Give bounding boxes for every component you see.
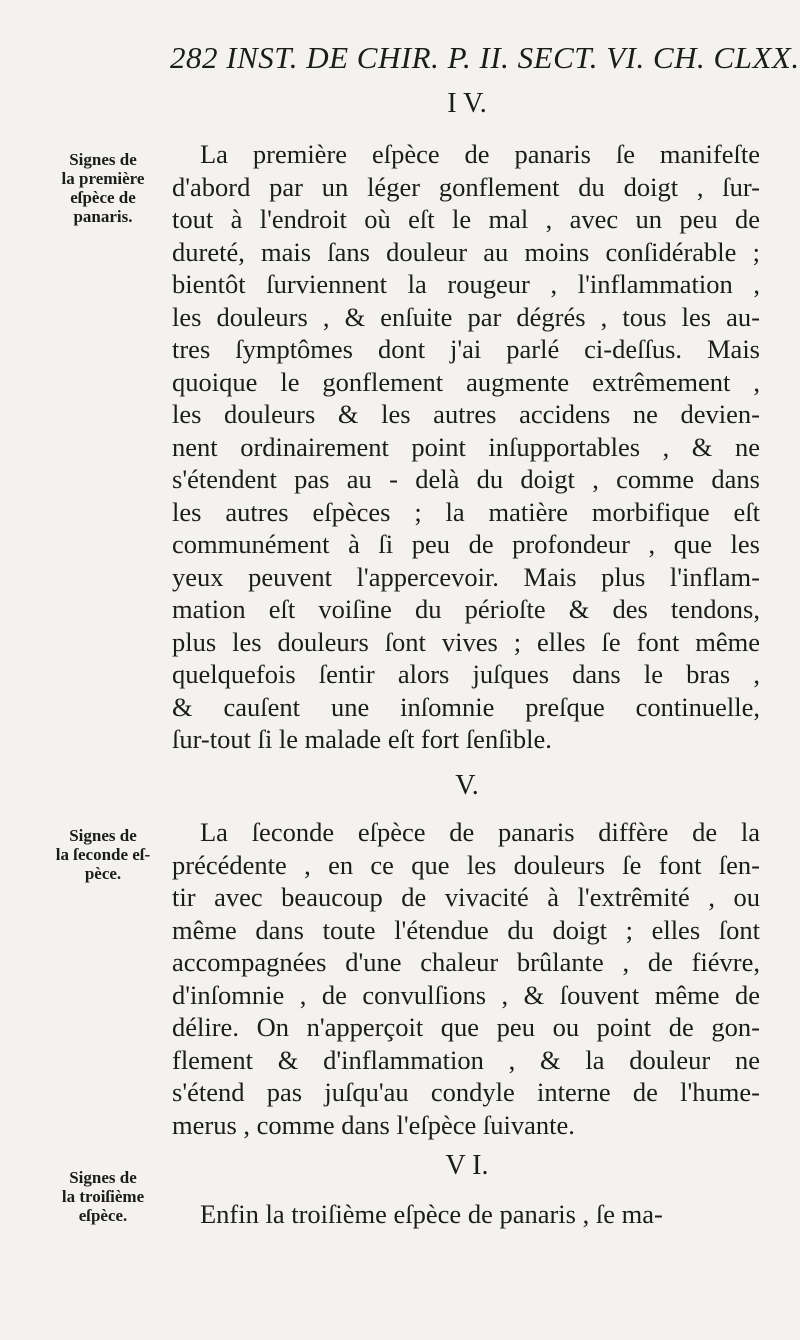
text-line: les autres eſpèces ; la matière morbifique eſt <box>172 496 760 527</box>
text-line: accompagnées d'une chaleur brûlante , de fiévre, <box>172 947 760 977</box>
text-line: les douleurs , & enſuite par dégrés , tous les au- <box>172 301 760 332</box>
text-line: communément à ſi peu de profondeur , que les <box>172 529 760 559</box>
section-heading-vi: V I. <box>445 1150 489 1181</box>
margin-note-line: Signes de <box>69 150 137 169</box>
text-line: La ſeconde eſpèce de panaris diffère de la <box>200 817 760 847</box>
text-line: La première eſpèce de panaris ſe manifeſte <box>200 139 760 169</box>
text-line: flement & d'inflammation , & la douleur ne <box>172 1044 760 1075</box>
running-head: 282 INST. DE CHIR. P. II. SECT. VI. CH. CLXX. <box>170 40 800 75</box>
text-line: & cauſent une inſomnie preſque continuelle, <box>172 691 760 722</box>
text-line: dureté, mais ſans douleur au moins conſidérable ; <box>172 236 760 267</box>
text-line: ſur-tout ſi le malade eſt fort ſenſible. <box>172 724 552 754</box>
margin-note-line: la troiſième <box>61 1187 145 1206</box>
text-line: délire. On n'apperçoit que peu ou point de gon- <box>172 1012 760 1042</box>
margin-note-iv <box>44 150 162 226</box>
margin-note-line: Signes de <box>69 1168 137 1187</box>
text-line: les douleurs & les autres accidens ne devien- <box>172 399 760 429</box>
text-line: merus , comme dans l'eſpèce ſuivante. <box>172 1109 575 1140</box>
text-line: quoique le gonflement augmente extrêmement , <box>172 366 760 397</box>
margin-note-line: pèce. <box>84 864 122 883</box>
margin-note-line: la ſeconde eſ- <box>55 845 151 864</box>
text-line: nent ordinairement point inſupportables , & ne <box>172 431 760 462</box>
paragraph-vi <box>172 1198 760 1231</box>
paragraph-iv <box>172 138 760 756</box>
margin-note-line: la première <box>61 169 145 188</box>
margin-note-vi <box>44 1168 162 1225</box>
text-line: tir avec beaucoup de vivacité à l'extrêmité , ou <box>172 882 760 912</box>
text-line: yeux peuvent l'appercevoir. Mais plus l'inflam- <box>172 561 760 592</box>
section-heading-v: V. <box>455 770 479 801</box>
margin-note-v <box>44 826 162 883</box>
text-line: plus les douleurs ſont vives ; elles ſe font même <box>172 626 760 657</box>
margin-note-line: panaris. <box>73 207 133 226</box>
text-line: Enfin la troiſième eſpèce de panaris , ſe ma- <box>200 1199 663 1229</box>
margin-note-line: Signes de <box>69 826 137 845</box>
margin-note-line: eſpèce de <box>70 188 136 207</box>
text-line: même dans toute l'étendue du doigt ; elles ſont <box>172 914 760 945</box>
text-line: mation eſt voiſine du périoſte & des tendons, <box>172 594 760 624</box>
margin-note-line: eſpèce. <box>78 1206 128 1225</box>
text-line: s'étendent pas au - delà du doigt , comme dans <box>172 464 760 494</box>
section-heading-iv: I V. <box>447 88 487 119</box>
text-line: d'inſomnie , de convulſions , & ſouvent même de <box>172 979 760 1010</box>
text-line: tout à l'endroit où eſt le mal , avec un peu de <box>172 204 760 234</box>
text-line: tres ſymptômes dont j'ai parlé ci-deſſus. Mais <box>172 334 760 364</box>
text-line: précédente , en ce que les douleurs ſe font ſen- <box>172 849 760 880</box>
text-line: bientôt ſurviennent la rougeur , l'inflammation , <box>172 269 760 299</box>
paragraph-v <box>172 816 760 1141</box>
text-line: quelquefois ſentir alors juſques dans le bras , <box>172 659 760 689</box>
text-line: d'abord par un léger gonflement du doigt , ſur- <box>172 171 760 202</box>
text-line: s'étend pas juſqu'au condyle interne de l'hume- <box>172 1077 760 1107</box>
